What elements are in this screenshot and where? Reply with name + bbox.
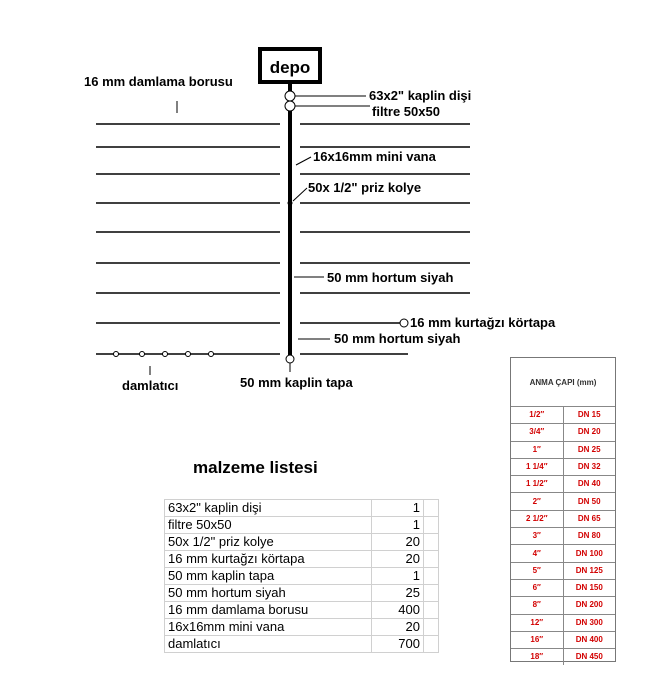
material-qty: 20 [372, 619, 424, 636]
table-row [165, 602, 439, 619]
dn-size: DN 40 [563, 476, 615, 493]
material-name: 50x 1/2" priz kolye [165, 534, 372, 551]
table-row [165, 534, 439, 551]
table-row [511, 545, 615, 562]
kortapa-label: 16 mm kurtağzı körtapa [410, 315, 556, 330]
table-row [511, 407, 615, 424]
table-row [165, 551, 439, 568]
material-qty: 400 [372, 602, 424, 619]
dn-size: DN 80 [563, 528, 615, 545]
material-name: 50 mm hortum siyah [165, 585, 372, 602]
table-row [511, 441, 615, 458]
material-name: 63x2" kaplin dişi [165, 500, 372, 517]
dn-size: DN 100 [563, 545, 615, 562]
empty-cell [424, 602, 439, 619]
kaplin-tapa-fitting [286, 355, 294, 363]
table-row [165, 500, 439, 517]
end-cap-fitting [400, 319, 408, 327]
material-qty: 20 [372, 551, 424, 568]
dn-size: DN 450 [563, 649, 615, 666]
dripper [140, 352, 145, 357]
materials-table [164, 499, 439, 653]
dn-size: DN 125 [563, 562, 615, 579]
material-qty: 700 [372, 636, 424, 653]
inch-size: 5″ [511, 562, 563, 579]
hortum-label: 50 mm hortum siyah [327, 270, 454, 285]
inch-size: 2″ [511, 493, 563, 510]
table-row [511, 493, 615, 510]
dn-size: DN 32 [563, 458, 615, 475]
table-row [511, 510, 615, 527]
dn-size: DN 15 [563, 407, 615, 424]
kaplin-tapa-label: 50 mm kaplin tapa [240, 375, 353, 390]
table-row [511, 562, 615, 579]
depo-label: depo [269, 58, 311, 77]
dn-size: DN 400 [563, 631, 615, 648]
table-row [511, 458, 615, 475]
dripper [114, 352, 119, 357]
kaplin-disi-label: 63x2" kaplin dişi [369, 88, 472, 103]
filter-fitting [285, 101, 295, 111]
inch-size: 8″ [511, 597, 563, 614]
hortum-label-2: 50 mm hortum siyah [334, 331, 461, 346]
damlatici-label: damlatıcı [122, 378, 179, 393]
material-name: 16 mm damlama borusu [165, 602, 372, 619]
inch-size: 1″ [511, 441, 563, 458]
table-row [165, 636, 439, 653]
table-row [165, 619, 439, 636]
material-name: damlatıcı [165, 636, 372, 653]
table-row [511, 597, 615, 614]
inch-size: 1 1/2″ [511, 476, 563, 493]
inch-size: 1/2″ [511, 407, 563, 424]
table-row [511, 649, 615, 666]
priz-kolye-label: 50x 1/2" priz kolye [308, 180, 422, 195]
inch-size: 4″ [511, 545, 563, 562]
empty-cell [424, 585, 439, 602]
dn-table-header: ANMA ÇAPI (mm) [529, 377, 597, 387]
leader-line [296, 157, 311, 165]
empty-cell [424, 534, 439, 551]
dn-size: DN 150 [563, 579, 615, 596]
empty-cell [424, 551, 439, 568]
material-qty: 20 [372, 534, 424, 551]
dn-size: DN 300 [563, 614, 615, 631]
material-name: 50 mm kaplin tapa [165, 568, 372, 585]
table-row [165, 585, 439, 602]
dn-size: DN 65 [563, 510, 615, 527]
material-qty: 1 [372, 500, 424, 517]
empty-cell [424, 568, 439, 585]
inch-size: 3/4″ [511, 424, 563, 441]
mini-vana-label: 16x16mm mini vana [313, 149, 436, 164]
dn-size: DN 200 [563, 597, 615, 614]
table-row [511, 631, 615, 648]
filtre-label: filtre 50x50 [372, 104, 440, 119]
kaplin-fitting [285, 91, 295, 101]
dn-size: DN 25 [563, 441, 615, 458]
table-row [511, 614, 615, 631]
leader-line [293, 188, 307, 201]
drip-pipe-label: 16 mm damlama borusu [84, 74, 233, 89]
material-qty: 1 [372, 568, 424, 585]
dripper [209, 352, 214, 357]
inch-size: 12″ [511, 614, 563, 631]
dn-size: DN 20 [563, 424, 615, 441]
table-row [511, 528, 615, 545]
inch-size: 6″ [511, 579, 563, 596]
table-row [511, 424, 615, 441]
dn-size: DN 50 [563, 493, 615, 510]
table-row [511, 579, 615, 596]
inch-size: 18″ [511, 649, 563, 666]
material-qty: 25 [372, 585, 424, 602]
dripper [163, 352, 168, 357]
inch-size: 2 1/2″ [511, 510, 563, 527]
table-row [165, 568, 439, 585]
dripper [186, 352, 191, 357]
table-row [165, 517, 439, 534]
empty-cell [424, 636, 439, 653]
empty-cell [424, 619, 439, 636]
inch-size: 1 1/4″ [511, 458, 563, 475]
material-qty: 1 [372, 517, 424, 534]
nominal-diameter-table [510, 357, 616, 662]
inch-size: 16″ [511, 631, 563, 648]
materials-title: malzeme listesi [193, 458, 318, 477]
priz-kolye-fitting [288, 201, 293, 206]
material-name: 16x16mm mini vana [165, 619, 372, 636]
empty-cell [424, 500, 439, 517]
dn-table [511, 406, 615, 665]
material-name: filtre 50x50 [165, 517, 372, 534]
inch-size: 3″ [511, 528, 563, 545]
material-name: 16 mm kurtağzı körtapa [165, 551, 372, 568]
empty-cell [424, 517, 439, 534]
table-row [511, 476, 615, 493]
